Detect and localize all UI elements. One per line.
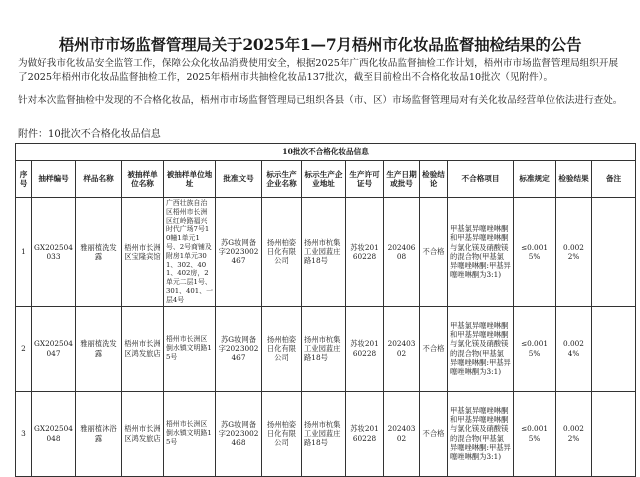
header-cell: 标准规定	[514, 161, 556, 198]
cell-standard: ≤0.0015%	[514, 198, 556, 307]
header-cell: 抽样编号	[32, 161, 76, 198]
cell-remark	[592, 391, 636, 476]
cell-conclusion: 不合格	[420, 198, 448, 307]
cell-unit: 梧州市长洲区鸿发旅店	[122, 306, 164, 391]
notice-title: 梧州市市场监督管理局关于2025年1—7月梧州市化妆品监督抽检结果的公告	[58, 35, 582, 54]
header-cell: 检验结论	[420, 161, 448, 198]
header-cell: 样品名称	[76, 161, 122, 198]
intro-paragraph: 为做好我市化妆品安全监管工作，保障公众化妆品消费使用安全，根据2025年广西化妆品监督抽检工作计划，梧州市市场监督管理局组织开展了2025年梧州市化妆品监督抽检工作，2025年梧州市共抽检化妆品137批次，截至目前检出不合格化妆品10批次（见附件）。	[18, 58, 619, 83]
cell-maker-address: 扬州市杭集工业园蓝庄路18号	[302, 391, 346, 476]
cell-standard: ≤0.0015%	[514, 306, 556, 391]
cell-failed-item: 甲基氯异噻唑啉酮和甲基异噻唑啉酮与氯化镁及硝酸镁的混合物(甲基氯异噻唑啉酮:甲基异噻唑啉酮为3:1)	[448, 306, 514, 391]
cell-unit: 梧州市长洲区宝隆宾馆	[122, 198, 164, 307]
cell-approval: 苏G妆网备字2023002467	[216, 306, 262, 391]
table-row	[16, 306, 636, 391]
cell-maker-address: 扬州市杭集工业园蓝庄路18号	[302, 198, 346, 307]
header-cell: 被抽样单位地址	[164, 161, 216, 198]
header-cell: 检验结果	[556, 161, 592, 198]
enforcement-paragraph: 针对本次监督抽检中发现的不合格化妆品，梧州市市场监督管理局已组织各县（市、区）市场监督管理局对有关化妆品经营单位依法进行查处。	[18, 95, 623, 106]
header-cell: 序号	[16, 161, 32, 198]
cell-index: 3	[16, 391, 32, 476]
cell-product: 雅丽植洗发露	[76, 306, 122, 391]
cell-unit-address: 梧州市长洲区倒水镇文明路15号	[164, 306, 216, 391]
cell-license: 苏妆20160228	[346, 198, 384, 307]
header-cell: 标示生产企业名称	[262, 161, 302, 198]
cell-approval: 苏G妆网备字2023002468	[216, 391, 262, 476]
header-cell: 生产日期或批号	[384, 161, 420, 198]
cell-maker-address: 扬州市杭集工业园蓝庄路18号	[302, 306, 346, 391]
header-cell: 被抽样单位名称	[122, 161, 164, 198]
cell-unit: 梧州市长洲区鸿发旅店	[122, 391, 164, 476]
cell-sample-no: GX202504048	[32, 391, 76, 476]
cell-failed-item: 甲基氯异噻唑啉酮和甲基异噻唑啉酮与氯化镁及硝酸镁的混合物(甲基氯异噻唑啉酮:甲基异噻唑啉酮为3:1)	[448, 391, 514, 476]
cell-date: 20240302	[384, 391, 420, 476]
cell-result: 0.0022%	[556, 391, 592, 476]
cell-conclusion: 不合格	[420, 306, 448, 391]
cell-result: 0.0024%	[556, 306, 592, 391]
cell-approval: 苏G妆网备字2023002467	[216, 198, 262, 307]
cell-product: 雅丽植沐浴露	[76, 391, 122, 476]
cell-index: 2	[16, 306, 32, 391]
cell-maker: 扬州柏姿日化有限公司	[262, 198, 302, 307]
cell-date: 20240608	[384, 198, 420, 307]
cell-remark	[592, 306, 636, 391]
cell-index: 1	[16, 198, 32, 307]
header-cell: 备注	[592, 161, 636, 198]
header-cell: 不合格项目	[448, 161, 514, 198]
attachment-label: 附件：10批次不合格化妆品信息	[18, 129, 161, 140]
cell-sample-no: GX202504047	[32, 306, 76, 391]
cell-result: 0.0022%	[556, 198, 592, 307]
cell-product: 雅丽植洗发露	[76, 198, 122, 307]
cell-conclusion: 不合格	[420, 391, 448, 476]
cell-unit-address: 梧州市长洲区倒水镇文明路15号	[164, 391, 216, 476]
cell-maker: 扬州柏姿日化有限公司	[262, 306, 302, 391]
cell-license: 苏妆20160228	[346, 391, 384, 476]
cell-sample-no: GX202504033	[32, 198, 76, 307]
cell-standard: ≤0.0015%	[514, 391, 556, 476]
cell-date: 20240302	[384, 306, 420, 391]
cell-maker: 扬州柏姿日化有限公司	[262, 391, 302, 476]
cell-unit-address: 广西壮族自治区梧州市长洲区红岭路福兴时代广场7号10幢1单元1号、2号商铺及附房1单元301、302、401、402房，2单元二层1号、301、401、一层4号	[164, 198, 216, 307]
cell-failed-item: 甲基氯异噻唑啉酮和甲基异噻唑啉酮与氯化镁及硝酸镁的混合物(甲基氯异噻唑啉酮:甲基异噻唑啉酮为3:1)	[448, 198, 514, 307]
header-cell: 批准文号	[216, 161, 262, 198]
cell-remark	[592, 198, 636, 307]
table-row	[16, 198, 636, 307]
cell-license: 苏妆20160228	[346, 306, 384, 391]
header-cell: 生产许可证号	[346, 161, 384, 198]
table-row	[16, 391, 636, 476]
table-caption: 10批次不合格化妆品信息	[16, 144, 636, 161]
header-cell: 标示生产企业地址	[302, 161, 346, 198]
